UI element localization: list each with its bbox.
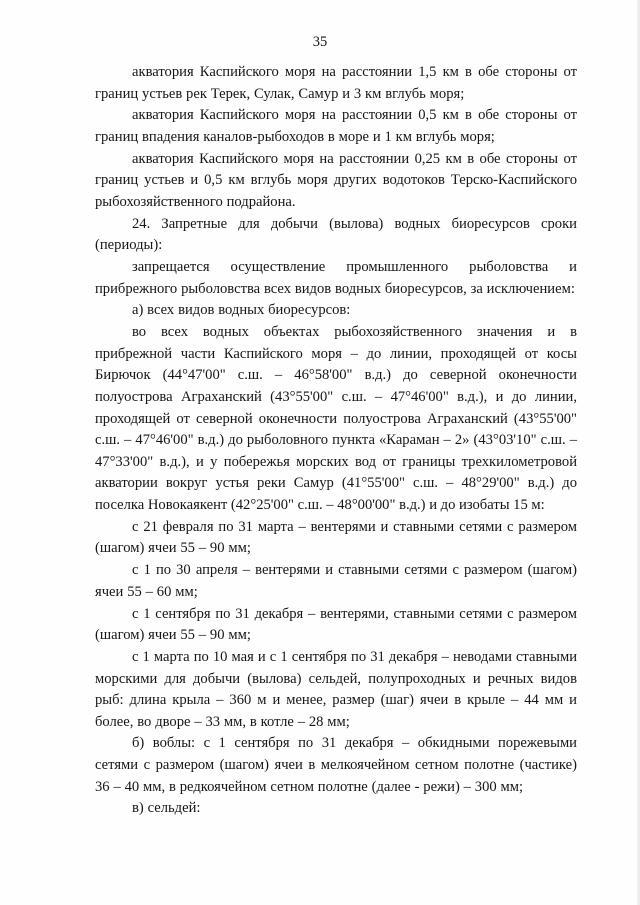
paragraph-all-water-bodies: во всех водных объектах рыбохозяйственного значения и в прибрежной части Каспийского моря – до линии, проходящей от косы Бирючок (44°47'00" с.ш. – 46°58'00" в.д.) до северной оконечности полуострова Аграханский (43°55'00" с.ш. – 47°46'00" в.д.), и до линии, проходящей от северной оконечности полуострова Аграханский (43°55'00" с.ш. – 47°46'00" в.д.) до рыболовного пункта «Караман – 2» (43°03'10" с.ш. – 47°33'00" в.д.), и у побережья морских вод от границы трехкилометровой акватории вокруг устья реки Самур (41°55'00" с.ш. – 48°29'00" в.д.) до поселка Новокаякент (42°25'00" с.ш. – 48°00'00" в.д.) и до изобаты 15 м: <box>95 324 577 513</box>
paragraph-prohibition: запрещается осуществление промышленного рыболовства и прибрежного рыболовства всех видов водных биоресурсов, за исключением: <box>95 259 577 297</box>
document-body <box>95 62 577 820</box>
paragraph-other-watercourses: акватория Каспийского моря на расстоянии 0,25 км в обе стороны от границ устьев и 0,5 км вглубь моря других водотоков Терско-Каспийского рыбохозяйственного подрайона. <box>95 150 577 210</box>
paragraph-sep-dec: с 1 сентября по 31 декабря – вентерями, ставными сетями с размером (шагом) ячеи 55 – 90 мм; <box>95 605 577 644</box>
paragraph-item-v-herring: в) сельдей: <box>132 800 201 817</box>
paragraph-mar-may-sep-dec-seines: с 1 марта по 10 мая и с 1 сентября по 31 декабря – неводами ставными морскими для добычи (вылова) сельдей, полупроходных и речных видов рыб: длина крыла – 360 м и менее, размер (шаг) ячеи в крыле – 44 мм и более, во дворе – 33 мм, в котле – 28 мм; <box>95 648 577 730</box>
paragraph-item-a: а) всех видов водных биоресурсов: <box>132 302 351 319</box>
paragraph-fish-passage-channels: акватория Каспийского моря на расстоянии 0,5 км в обе стороны от границ впадения каналов-рыбоходов в море и 1 км вглубь моря; <box>95 107 577 145</box>
paragraph-section-24-heading: 24. Запретные для добычи (вылова) водных биоресурсов сроки (периоды): <box>95 215 577 254</box>
page-number: 35 <box>312 34 328 50</box>
paragraph-feb-mar: с 21 февраля по 31 марта – вентерями и ставными сетями с размером (шагом) ячеи 55 – 90 мм; <box>95 518 577 557</box>
paragraph-terek-sulak-samur: акватория Каспийского моря на расстоянии 1,5 км в обе стороны от границ устьев рек Терек, Сулак, Самур и 3 км вглубь моря; <box>95 64 577 102</box>
paragraph-april: с 1 по 30 апреля – вентерями и ставными сетями с размером (шагом) ячеи 55 – 60 мм; <box>95 562 577 600</box>
paragraph-item-b-vobla: б) воблы: с 1 сентября по 31 декабря – обкидными порежевыми сетями с размером (шагом) ячеи в мелкоячейном сетном полотне (частике) 36 – 40 мм, в редкоячейном сетном полотне (далее - режи) – 300 мм; <box>95 735 577 795</box>
